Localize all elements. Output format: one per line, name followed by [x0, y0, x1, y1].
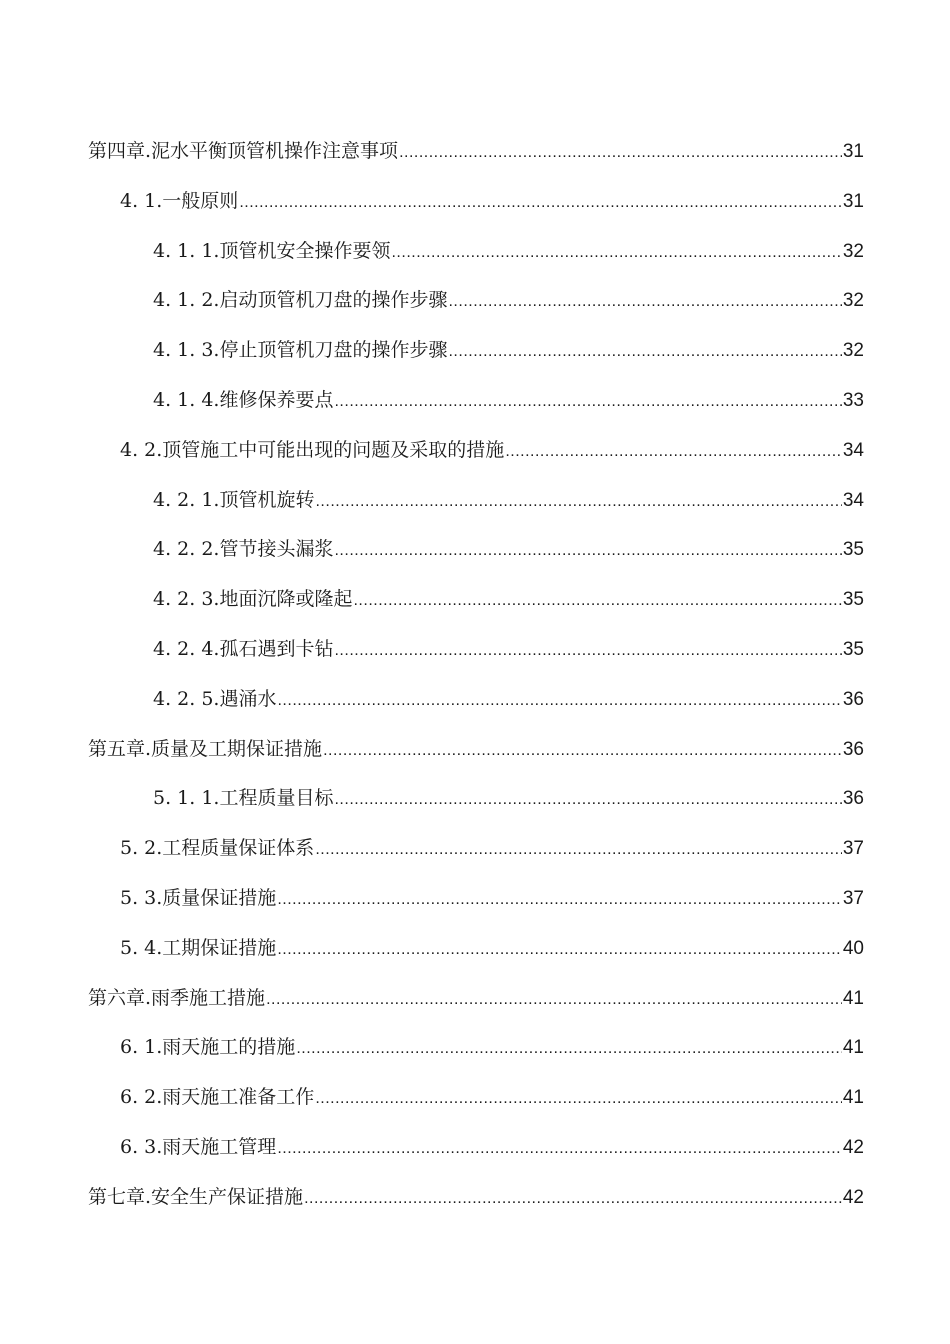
dot-leader	[391, 228, 841, 278]
toc-number: 4. 2. 2.	[153, 538, 220, 561]
toc-entry[interactable]	[88, 376, 864, 426]
dot-leader	[399, 128, 842, 178]
toc-page-number: 31	[842, 190, 864, 212]
toc-number: 4. 2. 1.	[153, 488, 220, 511]
toc-title: 雨季施工措施	[151, 986, 266, 1009]
toc-title: 泥水平衡顶管机操作注意事项	[151, 140, 399, 162]
toc-entry[interactable]	[88, 276, 864, 326]
toc-page-number: 34	[842, 489, 864, 511]
dot-leader	[334, 377, 841, 427]
toc-number: 4. 1. 4.	[153, 388, 220, 411]
toc-title: 一般原则	[162, 189, 239, 212]
toc-page-number: 35	[842, 589, 864, 611]
toc-page-number: 33	[842, 389, 864, 411]
toc-page-number: 35	[842, 539, 864, 561]
toc-page-number: 31	[842, 141, 864, 162]
toc-title: 质量及工期保证措施	[151, 737, 323, 760]
toc-number: 4. 1. 2.	[153, 289, 220, 312]
toc-entry[interactable]	[88, 127, 864, 177]
dot-leader	[323, 726, 842, 776]
toc-title: 启动顶管机刀盘的操作步骤	[219, 289, 448, 312]
toc-page-number: 32	[842, 340, 864, 362]
toc-title: 顶管机安全操作要领	[219, 239, 391, 262]
dot-leader	[334, 626, 841, 676]
toc-page-number: 42	[842, 1186, 864, 1208]
toc-title: 管节接头漏浆	[219, 538, 334, 561]
toc-entry[interactable]	[88, 924, 864, 974]
toc-page-number: 34	[842, 439, 864, 461]
toc-number: 4. 1. 3.	[153, 339, 220, 362]
toc-page-number: 36	[842, 738, 864, 760]
dot-leader	[353, 576, 841, 626]
toc-entry[interactable]	[88, 675, 864, 725]
toc-number: 4. 1.	[120, 189, 163, 212]
toc-number: 5. 3.	[120, 886, 163, 909]
toc-number: 6. 2.	[120, 1086, 163, 1109]
toc-page-number: 37	[842, 887, 864, 909]
toc-entry[interactable]	[88, 1123, 864, 1173]
toc-page-number: 41	[842, 1037, 864, 1059]
toc-page-number: 35	[842, 638, 864, 660]
dot-leader	[448, 327, 841, 377]
toc-number: 第七章.	[88, 1185, 152, 1208]
toc-entry[interactable]	[88, 426, 864, 476]
dot-leader	[239, 178, 842, 228]
toc-page-number: 36	[842, 788, 864, 810]
toc-number: 4. 2. 4.	[153, 637, 220, 660]
toc-number: 第四章.	[88, 140, 152, 162]
toc-number: 4. 1. 1.	[153, 239, 220, 262]
toc-title: 停止顶管机刀盘的操作步骤	[219, 339, 448, 362]
toc-entry[interactable]	[88, 575, 864, 625]
toc-entry[interactable]	[88, 227, 864, 277]
toc-title: 雨天施工的措施	[162, 1036, 296, 1059]
toc-number: 5. 2.	[120, 837, 163, 860]
toc-number: 5. 4.	[120, 936, 163, 959]
dot-leader	[505, 427, 842, 477]
toc-entry[interactable]	[88, 476, 864, 526]
dot-leader	[304, 1174, 842, 1224]
dot-leader	[315, 477, 841, 527]
dot-leader	[277, 925, 842, 975]
toc-entry[interactable]	[88, 974, 864, 1024]
toc-page-number: 40	[842, 937, 864, 959]
toc-entry[interactable]	[88, 525, 864, 575]
toc-page-number: 36	[842, 688, 864, 710]
toc-number: 第五章.	[88, 737, 152, 760]
toc-title: 质量保证措施	[162, 886, 277, 909]
dot-leader	[334, 526, 841, 576]
toc-page-number: 41	[842, 987, 864, 1009]
toc-entry[interactable]	[88, 1023, 864, 1073]
toc-title: 安全生产保证措施	[151, 1185, 304, 1208]
toc-entry[interactable]	[88, 874, 864, 924]
toc-number: 6. 1.	[120, 1036, 163, 1059]
toc-page-number: 42	[842, 1136, 864, 1158]
toc-number: 4. 2. 3.	[153, 588, 220, 611]
dot-leader	[277, 875, 842, 925]
toc-entry[interactable]	[88, 177, 864, 227]
toc-title: 工程质量目标	[219, 787, 334, 810]
toc-number: 4. 2. 5.	[153, 687, 220, 710]
toc-entry[interactable]	[88, 725, 864, 775]
dot-leader	[277, 1124, 842, 1174]
toc-entry[interactable]	[88, 326, 864, 376]
toc-page-number: 32	[842, 240, 864, 262]
toc-title: 顶管机旋转	[219, 488, 315, 511]
toc-title: 工程质量保证体系	[162, 837, 315, 860]
toc-title: 孤石遇到卡钻	[219, 637, 334, 660]
toc-entry[interactable]	[88, 824, 864, 874]
table-of-contents	[88, 127, 864, 1223]
toc-number: 6. 3.	[120, 1135, 163, 1158]
toc-title: 雨天施工准备工作	[162, 1086, 315, 1109]
toc-entry[interactable]	[88, 774, 864, 824]
dot-leader	[315, 825, 842, 875]
toc-title: 雨天施工管理	[162, 1135, 277, 1158]
toc-entry[interactable]	[88, 625, 864, 675]
toc-page-number: 41	[842, 1087, 864, 1109]
toc-number: 4. 2.	[120, 438, 163, 461]
toc-title: 维修保养要点	[219, 388, 334, 411]
toc-title: 遇涌水	[219, 687, 277, 710]
dot-leader	[277, 676, 841, 726]
dot-leader	[315, 1074, 842, 1124]
dot-leader	[296, 1024, 842, 1074]
toc-entry[interactable]	[88, 1073, 864, 1123]
toc-page-number: 32	[842, 290, 864, 312]
dot-leader	[266, 975, 842, 1025]
toc-page-number: 37	[842, 838, 864, 860]
toc-number: 第六章.	[88, 986, 152, 1009]
toc-number: 5. 1. 1.	[153, 787, 220, 810]
toc-title: 顶管施工中可能出现的问题及采取的措施	[162, 438, 505, 461]
toc-entry[interactable]	[88, 1173, 864, 1223]
toc-title: 地面沉降或隆起	[219, 588, 353, 611]
toc-title: 工期保证措施	[162, 936, 277, 959]
dot-leader	[334, 775, 841, 825]
dot-leader	[448, 277, 841, 327]
